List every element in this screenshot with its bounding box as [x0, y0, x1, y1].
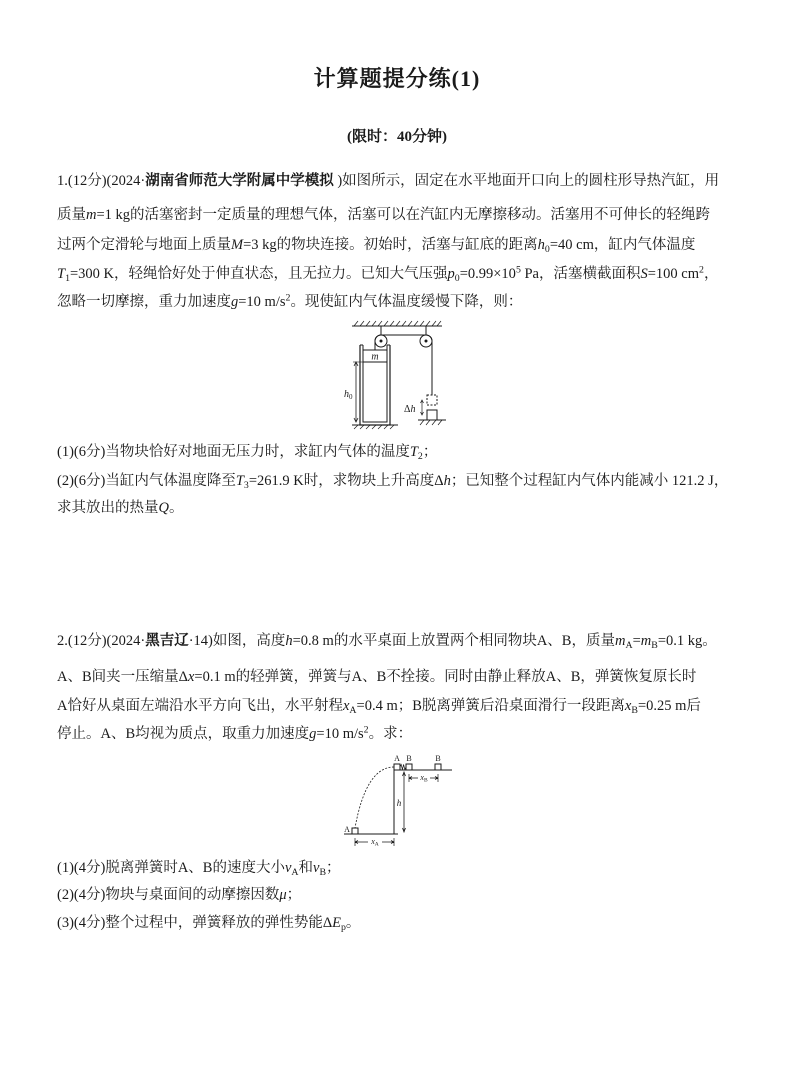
superscript: 5 — [515, 264, 521, 276]
problem1-question-2-continued — [57, 499, 183, 517]
problem1-question-2 — [57, 472, 728, 490]
right-pulley-axle — [425, 340, 427, 342]
problem2-stem-line-3 — [57, 697, 701, 715]
block-b-stop-label: B — [435, 754, 441, 763]
text-run: =100 cm — [647, 266, 700, 282]
text-run: =40 cm，缸内气体温度 — [549, 237, 696, 253]
variable: m — [86, 207, 97, 223]
variable: Q — [158, 500, 169, 516]
variable: M — [231, 237, 244, 253]
text-run: ， — [703, 266, 719, 282]
variable: S — [640, 266, 648, 282]
text-run: 和 — [298, 860, 314, 876]
text-run: = — [632, 633, 641, 649]
block-a-landed — [352, 828, 358, 834]
variable: μ — [279, 887, 287, 903]
text-run: (3)(4分)整个过程中，弹簧释放的弹性势能Δ — [57, 915, 333, 931]
subscript: A — [349, 704, 357, 716]
problem2-stem-line-2 — [57, 668, 696, 686]
text-run: =0.25 m后 — [637, 698, 701, 714]
text-run: =10 m/s — [238, 294, 286, 310]
rise-delta-h-label — [404, 404, 415, 415]
xa-label-var: x — [371, 837, 375, 846]
variable: x — [624, 698, 632, 714]
superscript: 2 — [699, 264, 704, 276]
problem2-question-2 — [57, 886, 301, 904]
text-run: ； — [286, 887, 302, 903]
height-h-label: h — [396, 798, 402, 808]
superscript: 2 — [285, 292, 291, 304]
figure-cylinder-pulley-drawing — [352, 321, 446, 429]
problem2-question-1 — [57, 859, 341, 877]
block-b-stop — [435, 764, 441, 770]
block-a-landed-label: A — [344, 825, 350, 834]
height-h0-label — [344, 389, 353, 401]
problem1-question-1 — [57, 443, 437, 461]
problem1-stem-line-5 — [57, 293, 522, 311]
text-run: Pa，活塞横截面积 — [520, 266, 641, 282]
variable: T — [409, 444, 418, 460]
text-run: 停止。A、B均视为质点，取重力加速度 — [57, 726, 310, 742]
text-run: =0.99×10 — [459, 266, 516, 282]
variable: g — [309, 726, 317, 742]
variable: h — [443, 473, 451, 489]
text-run: =3 kg的物块连接。初始时，活塞与缸底的距离 — [243, 237, 538, 253]
text-run: (1)(6分)当物块恰好对地面无压力时，求缸内气体的温度 — [57, 444, 410, 460]
variable: x — [342, 698, 350, 714]
subscript: A — [625, 639, 633, 651]
rise-label-var: h — [410, 404, 416, 415]
text-run: =300 K，轻绳恰好处于伸直状态，且无拉力。已知大气压强 — [70, 266, 448, 282]
variable: E — [332, 915, 341, 931]
text-run: ； — [422, 444, 438, 460]
height-label-sub: 0 — [349, 393, 353, 401]
text-run: 。 — [168, 500, 184, 516]
variable: p — [447, 266, 455, 282]
superscript: 2 — [363, 724, 369, 736]
subscript: 0 — [454, 272, 460, 284]
xa-label-sub: A — [374, 841, 379, 848]
xb-label-sub: B — [423, 777, 428, 784]
problem1-stem-line-4 — [57, 265, 718, 283]
subscript: A — [291, 866, 299, 878]
problem1-stem-line-1 — [57, 172, 719, 190]
text-run: A恰好从桌面左端沿水平方向飞出，水平射程 — [57, 698, 343, 714]
text-run: 过两个定滑轮与地面上质量 — [57, 237, 231, 253]
subscript: 0 — [544, 243, 550, 255]
problem2-stem-line-1 — [57, 632, 717, 650]
piston-mass-label: m — [371, 351, 379, 363]
text-run: =0.8 m的水平桌面上放置两个相同物块A、B，质量 — [292, 633, 615, 649]
variable: v — [313, 860, 320, 876]
subscript: 1 — [65, 272, 70, 284]
block-a-start — [394, 764, 400, 770]
text-run: 。求： — [368, 726, 413, 742]
projectile-trajectory — [355, 767, 394, 828]
text-run: ； — [326, 860, 341, 876]
block-b-label: B — [406, 754, 412, 763]
variable: x — [187, 669, 195, 685]
subscript: 2 — [417, 450, 423, 462]
problem1-stem-line-3 — [57, 236, 695, 254]
text-run: A、B间夹一压缩量Δ — [57, 669, 188, 685]
text-run: 2.(12分)(2024· — [57, 633, 146, 649]
rise-label-prefix: Δ — [404, 404, 411, 415]
text-run: 忽略一切摩擦，重力加速度 — [57, 294, 231, 310]
compressed-spring — [400, 765, 406, 770]
time-limit: (限时：40分钟) — [347, 129, 447, 145]
problem1-stem-line-2 — [57, 206, 710, 224]
variable: m — [614, 633, 626, 649]
text-run: =10 m/s — [316, 726, 364, 742]
subscript: p — [341, 921, 346, 933]
height-label-var: h — [344, 389, 349, 400]
text-run: =1 kg的活塞密封一定质量的理想气体，活塞可以在汽缸内无摩擦移动。活塞用不可伸长的轻绳跨 — [96, 207, 711, 223]
variable: v — [284, 860, 292, 876]
block-raised-position — [427, 395, 437, 405]
subscript: B — [631, 704, 638, 716]
variable: g — [231, 294, 239, 310]
text-run: 质量 — [57, 207, 86, 223]
text-run: =0.4 m；B脱离弹簧后沿桌面滑行一段距离 — [356, 698, 625, 714]
text-run: )如图所示，固定在水平地面开口向上的圆柱形导热汽缸，用 — [333, 173, 720, 189]
text-run: 。现使缸内气体温度缓慢下降，则： — [290, 294, 523, 310]
source-emphasis: 黑吉辽 — [145, 633, 189, 649]
variable: h — [537, 237, 545, 253]
variable: T — [57, 266, 66, 282]
text-run: =0.1 m的轻弹簧，弹簧与A、B不拴接。同时由静止释放A、B，弹簧恢复原长时 — [194, 669, 697, 685]
figure-table-projectile — [338, 752, 458, 848]
page-title: 计算题提分练(1) — [313, 66, 481, 91]
figure-cylinder-pulley — [340, 318, 450, 430]
text-run: ·14)如图，高度 — [188, 633, 286, 649]
xb-label-var: x — [420, 773, 424, 782]
ceiling-hatch — [354, 321, 441, 326]
left-pulley-axle — [380, 340, 382, 342]
xa-label — [370, 837, 379, 848]
variable: h — [285, 633, 293, 649]
text-run: 。 — [345, 915, 361, 931]
variable: T — [235, 473, 244, 489]
subscript: 3 — [243, 479, 249, 491]
text-run: (1)(4分)脱离弹簧时A、B的速度大小 — [57, 860, 285, 876]
block — [427, 410, 437, 420]
problem2-stem-line-4 — [57, 725, 412, 743]
text-run: ；已知整个过程缸内气体内能减小 121.2 J， — [450, 473, 729, 489]
source-emphasis: 湖南省师范大学附属中学模拟 — [145, 173, 334, 189]
block-ground-hatch — [420, 420, 442, 425]
variable: m — [640, 633, 652, 649]
block-a-label: A — [394, 754, 400, 763]
cylinder-ground-hatch — [354, 425, 394, 429]
subscript: B — [319, 866, 327, 878]
text-run: 求其放出的热量 — [57, 500, 159, 516]
text-run: =261.9 K时，求物块上升高度Δ — [248, 473, 444, 489]
text-run: 1.(12分)(2024· — [57, 173, 146, 189]
text-run: (2)(4分)物块与桌面间的动摩擦因数 — [57, 887, 280, 903]
text-run: =0.1 kg。 — [657, 633, 717, 649]
xb-label — [419, 773, 428, 784]
problem2-question-3 — [57, 914, 360, 932]
block-b-start — [406, 764, 412, 770]
subscript: B — [651, 639, 658, 651]
text-run: (2)(6分)当缸内气体温度降至 — [57, 473, 236, 489]
